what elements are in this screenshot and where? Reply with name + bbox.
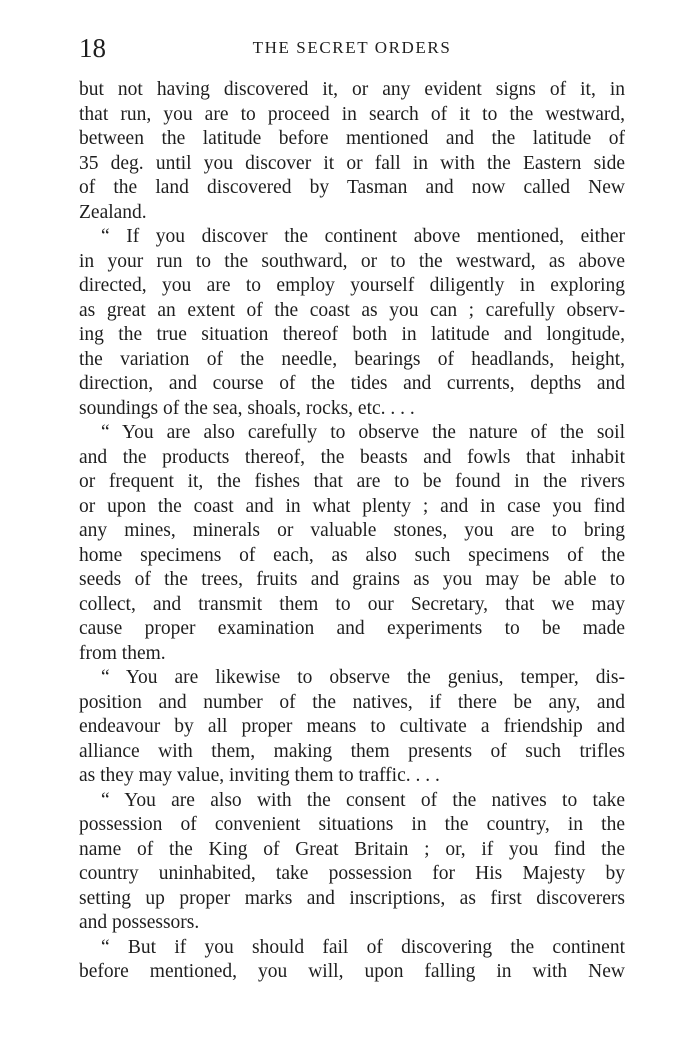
text-line: or upon the coast and in what plenty ; and in case you find: [79, 495, 625, 517]
text-line: in your run to the southward, or to the westward, as above: [79, 250, 625, 272]
text-line: and the products thereof, the beasts and fowls that inhabit: [79, 446, 625, 468]
text-line: name of the King of Great Britain ; or, if you find the: [79, 838, 625, 860]
text-line: or frequent it, the fishes that are to be found in the rivers: [79, 471, 625, 492]
text-line: 35 deg. until you discover it or fall in with the Eastern side: [79, 152, 625, 174]
text-line: seeds of the trees, fruits and grains as you may be able to: [79, 569, 625, 590]
text-line: that run, you are to proceed in search of it to the westward,: [79, 103, 625, 125]
text-line: before mentioned, you will, upon falling in with New: [79, 961, 625, 982]
text-line: but not having discovered it, or any evident signs of it, in: [79, 79, 625, 100]
text-line: direction, and course of the tides and currents, depths and: [79, 373, 625, 394]
text-line: soundings of the sea, shoals, rocks, etc. . . .: [79, 397, 415, 419]
text-line: country uninhabited, take possession for His Majesty by: [79, 863, 625, 884]
text-line: home specimens of each, as also such specimens of the: [79, 544, 625, 566]
text-line: alliance with them, making them presents of such trifles: [79, 740, 625, 762]
text-line: “ If you discover the continent above mentioned, either: [101, 226, 625, 247]
text-line: between the latitude before mentioned and the latitude of: [79, 128, 625, 149]
running-title: THE SECRET ORDERS: [252, 38, 452, 57]
text-line: from them.: [79, 642, 166, 664]
text-line: “ You are also with the consent of the natives to take: [101, 789, 625, 811]
text-line: position and number of the natives, if there be any, and: [79, 691, 625, 713]
text-line: cause proper examination and experiments to be made: [79, 618, 625, 639]
text-line: possession of convenient situations in the country, in the: [79, 814, 625, 835]
page-number: 18: [79, 33, 106, 63]
text-line: collect, and transmit them to our Secretary, that we may: [79, 593, 625, 615]
text-line: “ You are also carefully to observe the nature of the soil: [101, 422, 625, 443]
text-line: endeavour by all proper means to cultivate a friendship and: [79, 716, 625, 737]
text-line: as they may value, inviting them to traffic. . . .: [79, 765, 440, 786]
text-line: any mines, minerals or valuable stones, you are to bring: [79, 520, 625, 541]
text-line: “ But if you should fail of discovering the continent: [101, 936, 625, 958]
body-text: [79, 78, 625, 985]
text-line: the variation of the needle, bearings of headlands, height,: [79, 348, 625, 370]
text-line: “ You are likewise to observe the genius, temper, dis-: [101, 667, 625, 688]
text-line: of the land discovered by Tasman and now called New: [79, 177, 625, 198]
text-line: as great an extent of the coast as you can ; carefully observ-: [79, 299, 625, 321]
running-head: [79, 33, 625, 63]
text-line: Zealand.: [79, 201, 147, 223]
text-line: and possessors.: [79, 912, 200, 933]
text-line: setting up proper marks and inscriptions, as first discoverers: [79, 887, 625, 909]
text-line: ing the true situation thereof both in latitude and longitude,: [79, 324, 625, 345]
text-line: directed, you are to employ yourself diligently in exploring: [79, 275, 625, 296]
